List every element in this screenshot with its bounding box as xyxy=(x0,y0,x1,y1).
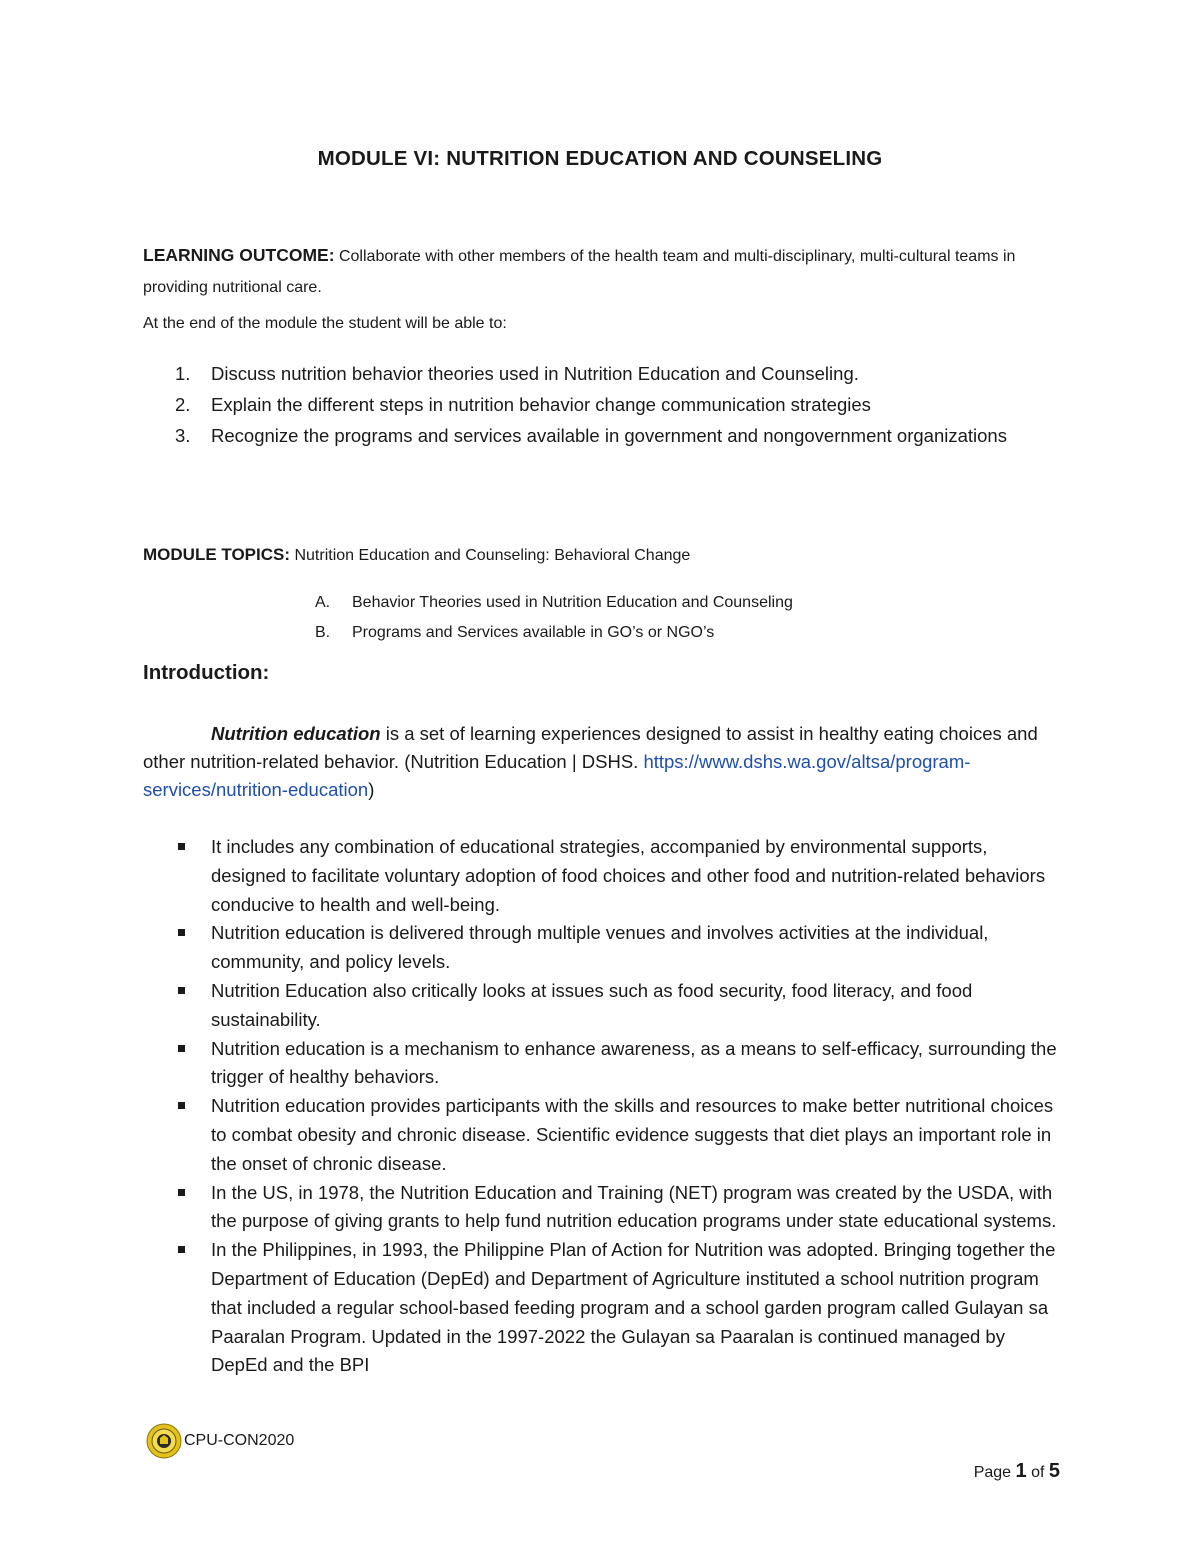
university-seal-icon xyxy=(146,1423,182,1459)
page-word: Page xyxy=(973,1464,1016,1481)
objective-item xyxy=(143,358,1043,389)
bullet-text: Nutrition education is a mechanism to enhance awareness, as a means to self-efficacy, surrounding the trigger of healthy behaviors. xyxy=(211,1037,1057,1088)
dshs-link[interactable]: https://www.dshs.wa.gov/altsa/program-services/nutrition-education xyxy=(143,751,971,800)
page-total: 5 xyxy=(1048,1460,1060,1482)
bullet-item xyxy=(143,1236,1063,1380)
paragraph-text: is a set of learning experiences designed to assist in healthy eating choices and other nutrition-related behavior. (Nutrition Education | DSHS. xyxy=(143,723,1038,772)
square-bullet-icon xyxy=(178,1102,185,1109)
subtopic-text: Programs and Services available in GO’s or NGO’s xyxy=(352,624,715,641)
module-title: MODULE VI: NUTRITION EDUCATION AND COUNSELING xyxy=(317,147,883,170)
bullet-item xyxy=(143,1035,1063,1093)
paragraph-close: ) xyxy=(368,779,375,800)
objectives-list xyxy=(143,358,1043,451)
subtopics-list xyxy=(315,588,1015,648)
bullet-text: Nutrition education provides participants with the skills and resources to make better nutritional choices to combat obesity and chronic disease. Scientific evidence suggests that diet plays an important role in the onset of chronic disease. xyxy=(211,1095,1054,1174)
subtopic-letter: B. xyxy=(315,624,331,641)
of-word: of xyxy=(1026,1464,1049,1481)
bullet-text: Nutrition Education also critically looks at issues such as food security, food literacy, and food sustainability. xyxy=(211,979,973,1030)
square-bullet-icon xyxy=(178,1246,185,1253)
objective-text: Discuss nutrition behavior theories used in Nutrition Education and Counseling. xyxy=(211,363,859,384)
objective-number: 3. xyxy=(175,425,191,446)
subtopic-item xyxy=(315,618,1015,648)
module-topics-label: MODULE TOPICS: xyxy=(143,545,291,564)
square-bullet-icon xyxy=(178,843,185,850)
introduction-paragraph xyxy=(143,720,1058,804)
subtopic-text: Behavior Theories used in Nutrition Education and Counseling xyxy=(352,594,793,611)
square-bullet-icon xyxy=(178,1189,185,1196)
page-number xyxy=(974,1460,1060,1483)
introduction-heading: Introduction: xyxy=(143,661,270,684)
square-bullet-icon xyxy=(178,1045,185,1052)
learning-outcome-text: Collaborate with other members of the health team and multi-disciplinary, multi-cultural teams in providing nutritional care. xyxy=(143,248,1016,296)
bullet-item xyxy=(143,833,1063,919)
learning-outcome xyxy=(143,240,1063,303)
objective-item xyxy=(143,389,1043,420)
learning-outcome-label: LEARNING OUTCOME: xyxy=(143,245,335,265)
bullet-item xyxy=(143,977,1063,1035)
square-bullet-icon xyxy=(178,987,185,994)
nutrition-education-term: Nutrition education xyxy=(211,723,381,744)
bullet-text: Nutrition education is delivered through multiple venues and involves activities at the individual, community, and policy levels. xyxy=(211,922,989,973)
module-topics-text: Nutrition Education and Counseling: Behavioral Change xyxy=(290,547,691,564)
objective-number: 1. xyxy=(175,363,191,384)
objective-text: Explain the different steps in nutrition behavior change communication strategies xyxy=(211,394,871,415)
module-topics xyxy=(143,545,1063,565)
objective-text: Recognize the programs and services available in government and nongovernment organizations xyxy=(211,425,1007,446)
bullet-item xyxy=(143,919,1063,977)
objective-item xyxy=(143,420,1043,451)
bullet-text: In the Philippines, in 1993, the Philippine Plan of Action for Nutrition was adopted. Bringing together the Department of Education (DepEd) and Department of Agriculture instituted a school nutrition program that included a regular school-based feeding program and a school garden program called Gulayan sa Paaralan Program. Updated in the 1997-2022 the Gulayan sa Paaralan is continued managed by DepEd and the BPI xyxy=(211,1239,1056,1376)
footer-org: CPU-CON2020 xyxy=(184,1432,295,1449)
page-current: 1 xyxy=(1015,1460,1027,1482)
bullet-item xyxy=(143,1092,1063,1178)
subtopic-item xyxy=(315,588,1015,618)
objectives-intro: At the end of the module the student will be able to: xyxy=(143,315,507,332)
bullet-item xyxy=(143,1179,1063,1237)
bullet-text: It includes any combination of educational strategies, accompanied by environmental supports, designed to facilitate voluntary adoption of food choices and other food and nutrition-related behaviors conducive to health and well-being. xyxy=(211,836,1046,915)
square-bullet-icon xyxy=(178,929,185,936)
subtopic-letter: A. xyxy=(315,594,331,611)
introduction-bullets xyxy=(143,833,1063,1380)
objective-number: 2. xyxy=(175,394,191,415)
bullet-text: In the US, in 1978, the Nutrition Education and Training (NET) program was created by the USDA, with the purpose of giving grants to help fund nutrition education programs under state educational systems. xyxy=(211,1181,1057,1232)
